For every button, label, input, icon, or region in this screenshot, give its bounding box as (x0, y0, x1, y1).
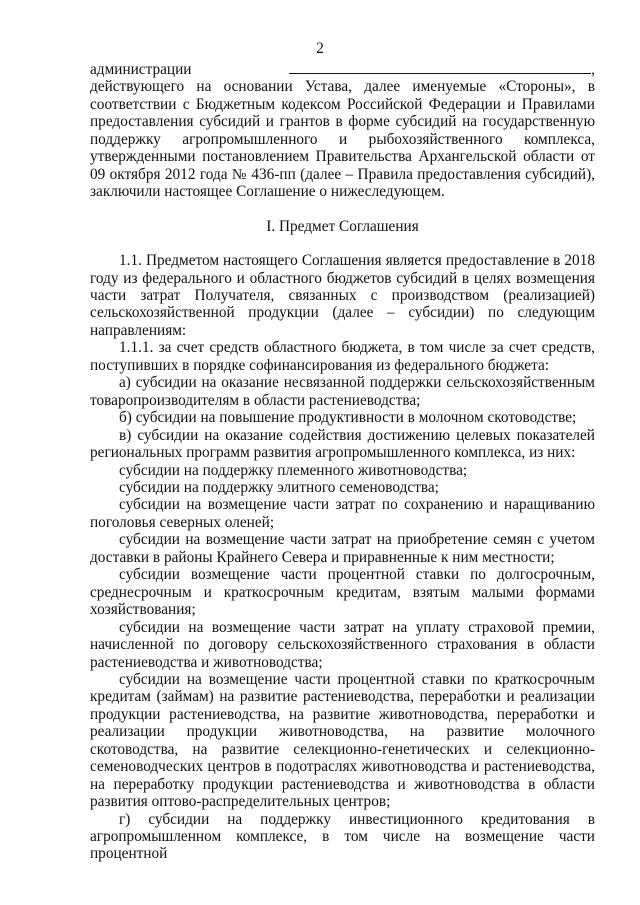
intro-paragraph (90, 61, 595, 201)
subsidy-item: субсидии на возмещение части процентной ставки по краткосрочным кредитам (займам) на развитие растениеводства, переработки и реализации продукции растениеводства, на развитие животноводства, переработки и реализации продукции животноводства, на развитие молочного скотоводства, на развитие селекционно-генетических и селекционно-семеноводческих центров в подотраслях животноводства и растениеводства, на переработку продукции растениеводства и животноводства в области развития оптово-распределительных центров; (90, 670, 595, 811)
subsidy-item: субсидии возмещение части процентной ставки по долгосрочным, среднесрочным и краткосрочным кредитам, взятым малыми формами хозяйствования; (90, 566, 595, 619)
paragraph-1-1: 1.1. Предметом настоящего Соглашения является предоставление в 2018 году из федерального и областного бюджетов субсидий в целях возмещения части затрат Получателя, связанных с производством (реализацией) сельскохозяйственной продукции (далее – субсидии) по следующим направлениям: (90, 252, 595, 339)
list-item-a: а) субсидии на оказание несвязанной поддержки сельскохозяйственным товаропроизводителям в области растениеводства; (90, 374, 595, 409)
page-number: 2 (316, 40, 324, 57)
list-item-g: г) субсидии на поддержку инвестиционного кредитования в агропромышленном комплексе, в том числе на возмещение части процентной (90, 810, 595, 863)
subsidy-item: субсидии на возмещение части затрат по сохранению и наращиванию поголовья северных оленей; (90, 496, 595, 531)
subsidy-item: субсидии на возмещение части затрат на приобретение семян с учетом доставки в районы Крайнего Севера и приравненные к ним местности; (90, 531, 595, 566)
administration-name-blank (289, 61, 591, 74)
subsidy-item: субсидии на возмещение части затрат на уплату страховой премии, начисленной по договору сельскохозяйственного страхования в области растениеводства и животноводства; (90, 618, 595, 671)
subsidy-item: субсидии на поддержку элитного семеноводства; (119, 478, 439, 496)
subsidy-item: субсидии на поддержку племенного животноводства; (119, 461, 468, 479)
list-item-v: в) субсидии на оказание содействия достижению целевых показателей региональных программ развития агропромышленного комплекса, из них: (90, 426, 595, 462)
list-item-b: б) субсидии на повышение продуктивности в молочном скотоводстве; (119, 409, 577, 427)
intro-prefix: администрации (90, 61, 192, 78)
intro-suffix: , действующего на основании Устава, далее именуемые «Стороны», в соответствии с Бюджетным кодексом Российской Федерации и Правилами предоставления субсидий и грантов в форме субсидий на государственную поддержку агропромышленного и рыбохозяйственного комплекса, утвержденными постановлением Правительства Архангельской области от 09 октября 2012 года № 436-пп (далее – Правила предоставления субсидий), заключили настоящее Соглашение о нижеследующем. (90, 61, 595, 201)
section-heading: I. Предмет Соглашения (266, 217, 419, 235)
paragraph-1-1-1: 1.1.1. за счет средств областного бюджета, в том числе за счет средств, поступивших в порядке софинансирования из федерального бюджета: (90, 339, 595, 374)
document-body (90, 61, 595, 863)
